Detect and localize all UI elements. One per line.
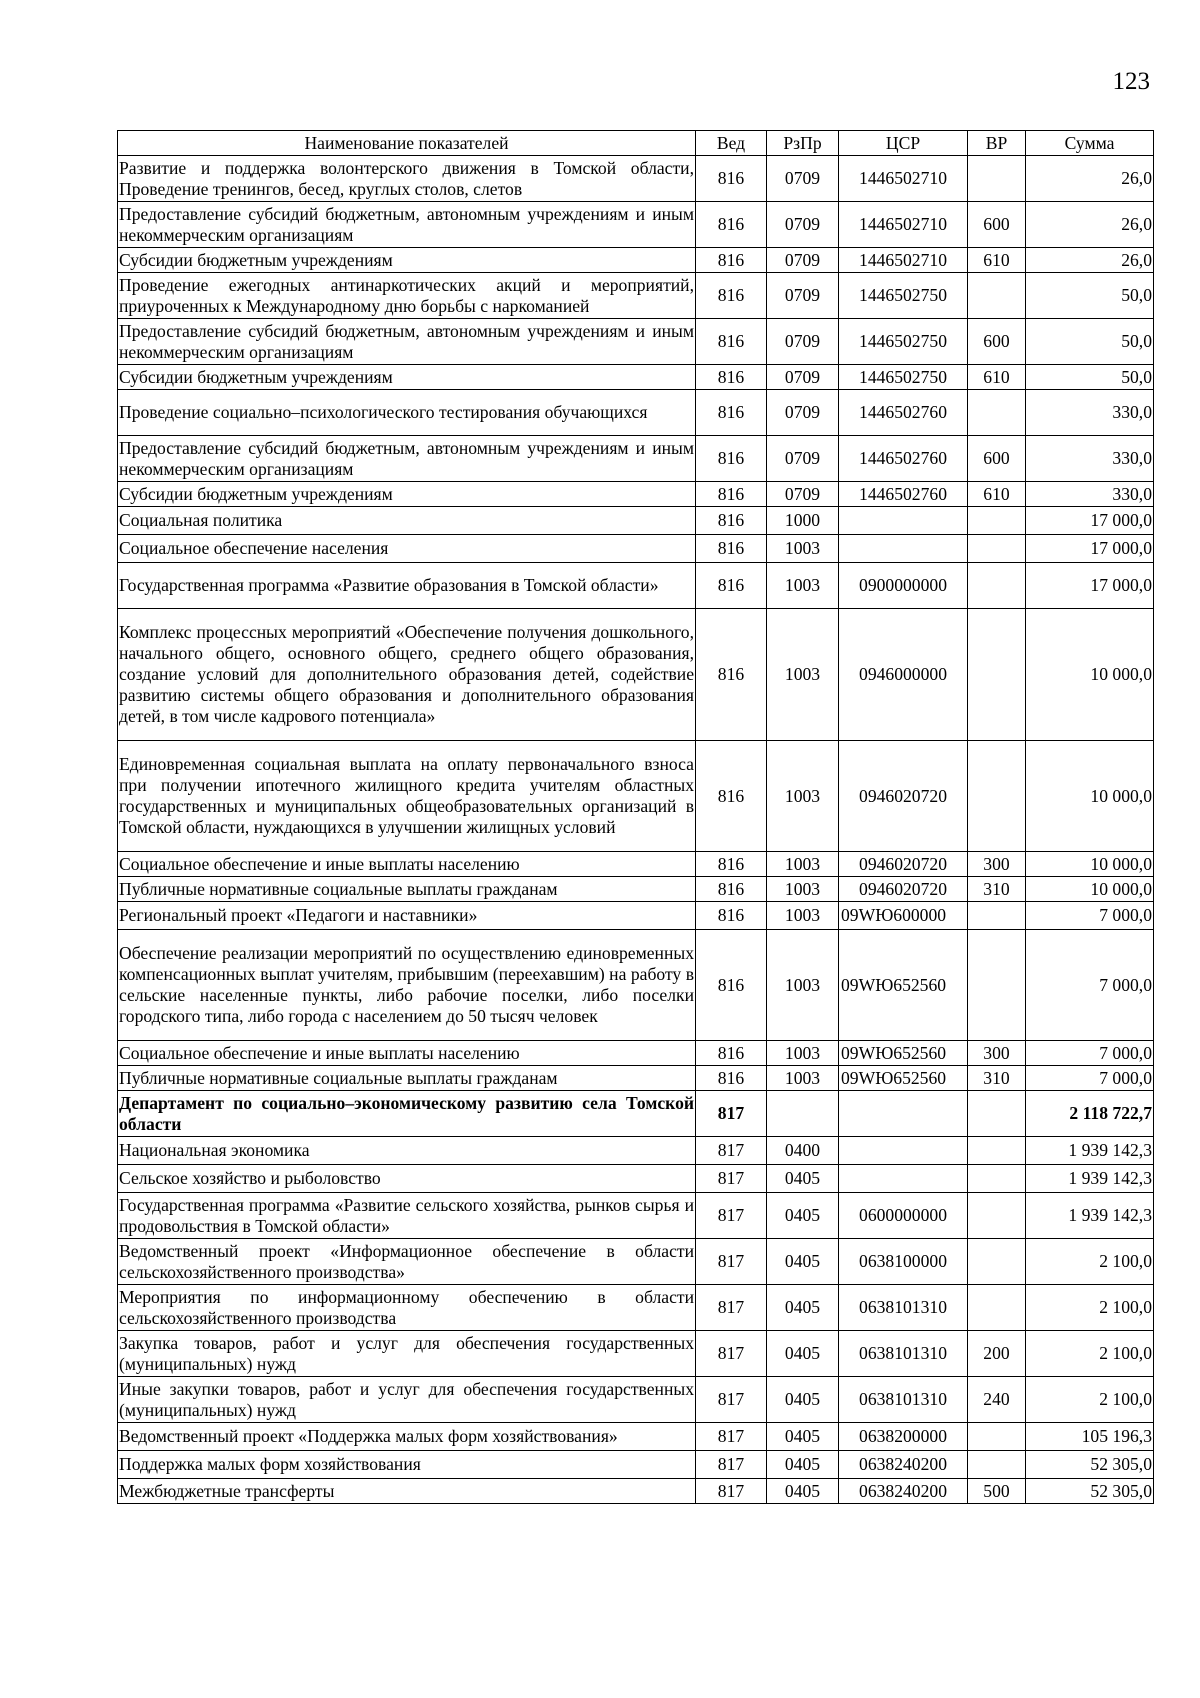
cell-ved: 816 <box>696 482 767 507</box>
cell-ved: 816 <box>696 535 767 563</box>
cell-ved: 816 <box>696 852 767 877</box>
cell-ved: 816 <box>696 1041 767 1066</box>
cell-ved: 817 <box>696 1451 767 1479</box>
cell-csr: 0946020720 <box>839 877 968 902</box>
cell-csr: 0946020720 <box>839 741 968 852</box>
cell-rzpr: 0709 <box>767 202 839 248</box>
cell-sum: 50,0 <box>1026 365 1154 390</box>
cell-sum: 10 000,0 <box>1026 877 1154 902</box>
cell-sum: 26,0 <box>1026 202 1154 248</box>
cell-csr <box>839 1165 968 1193</box>
cell-sum: 2 100,0 <box>1026 1239 1154 1285</box>
cell-vr <box>968 1285 1026 1331</box>
cell-name: Субсидии бюджетным учреждениям <box>118 248 696 273</box>
cell-name: Публичные нормативные социальные выплаты гражданам <box>118 1066 696 1091</box>
cell-name: Департамент по социально–экономическому развитию села Томской области <box>118 1091 696 1137</box>
cell-rzpr: 0405 <box>767 1239 839 1285</box>
table-row <box>118 156 1154 202</box>
cell-rzpr: 0405 <box>767 1423 839 1451</box>
cell-ved: 816 <box>696 930 767 1041</box>
cell-csr: 0946000000 <box>839 609 968 741</box>
cell-vr <box>968 1165 1026 1193</box>
cell-ved: 816 <box>696 273 767 319</box>
cell-sum: 10 000,0 <box>1026 741 1154 852</box>
cell-csr: 0638240200 <box>839 1479 968 1504</box>
cell-vr <box>968 902 1026 930</box>
table-row <box>118 390 1154 436</box>
cell-rzpr: 0405 <box>767 1193 839 1239</box>
cell-rzpr: 1000 <box>767 507 839 535</box>
cell-name: Социальное обеспечение и иные выплаты населению <box>118 1041 696 1066</box>
cell-rzpr: 0400 <box>767 1137 839 1165</box>
cell-rzpr: 1003 <box>767 1066 839 1091</box>
cell-name: Ведомственный проект «Поддержка малых форм хозяйствования» <box>118 1423 696 1451</box>
cell-name: Предоставление субсидий бюджетным, автономным учреждениям и иным некоммерческим организациям <box>118 202 696 248</box>
cell-vr <box>968 535 1026 563</box>
cell-csr: 09WЮ652560 <box>839 1041 968 1066</box>
cell-name: Поддержка малых форм хозяйствования <box>118 1451 696 1479</box>
cell-name: Закупка товаров, работ и услуг для обеспечения государственных (муниципальных) нужд <box>118 1331 696 1377</box>
cell-vr <box>968 563 1026 609</box>
cell-vr: 310 <box>968 877 1026 902</box>
cell-rzpr: 0405 <box>767 1285 839 1331</box>
cell-sum: 1 939 142,3 <box>1026 1165 1154 1193</box>
cell-name: Комплекс процессных мероприятий «Обеспечение получения дошкольного, начального общего, основного общего, среднего общего образования, создание условий для дополнительного образования детей, содействие развитию системы общего образования и дополнительного образования детей, в том числе кадрового потенциала» <box>118 609 696 741</box>
cell-vr <box>968 609 1026 741</box>
cell-csr <box>839 507 968 535</box>
cell-csr: 1446502710 <box>839 202 968 248</box>
cell-sum: 330,0 <box>1026 436 1154 482</box>
table-row <box>118 507 1154 535</box>
cell-rzpr: 0405 <box>767 1479 839 1504</box>
cell-ved: 817 <box>696 1423 767 1451</box>
cell-name: Развитие и поддержка волонтерского движения в Томской области, Проведение тренингов, бесед, круглых столов, слетов <box>118 156 696 202</box>
table-header-row <box>118 131 1154 156</box>
table-row <box>118 609 1154 741</box>
cell-rzpr: 0709 <box>767 273 839 319</box>
cell-rzpr: 1003 <box>767 877 839 902</box>
cell-vr <box>968 1239 1026 1285</box>
table-row <box>118 1285 1154 1331</box>
cell-name: Предоставление субсидий бюджетным, автономным учреждениям и иным некоммерческим организациям <box>118 319 696 365</box>
table-row <box>118 482 1154 507</box>
cell-vr: 300 <box>968 852 1026 877</box>
cell-vr: 310 <box>968 1066 1026 1091</box>
cell-vr <box>968 390 1026 436</box>
cell-rzpr: 1003 <box>767 609 839 741</box>
cell-ved: 816 <box>696 877 767 902</box>
cell-csr: 09WЮ600000 <box>839 902 968 930</box>
cell-csr: 0600000000 <box>839 1193 968 1239</box>
cell-csr: 0900000000 <box>839 563 968 609</box>
cell-vr: 600 <box>968 319 1026 365</box>
cell-csr <box>839 1091 968 1137</box>
cell-name: Единовременная социальная выплата на оплату первоначального взноса при получении ипотечного жилищного кредита учителям областных государственных и муниципальных общеобразовательных организаций в Томской области, нуждающихся в улучшении жилищных условий <box>118 741 696 852</box>
header-csr: ЦСР <box>839 131 968 156</box>
cell-ved: 817 <box>696 1331 767 1377</box>
cell-name: Сельское хозяйство и рыболовство <box>118 1165 696 1193</box>
table-row <box>118 1377 1154 1423</box>
cell-vr <box>968 1193 1026 1239</box>
cell-vr <box>968 507 1026 535</box>
table-row <box>118 319 1154 365</box>
cell-csr: 0638101310 <box>839 1285 968 1331</box>
table-row <box>118 902 1154 930</box>
table-row <box>118 1137 1154 1165</box>
cell-ved: 816 <box>696 902 767 930</box>
cell-vr: 500 <box>968 1479 1026 1504</box>
cell-name: Субсидии бюджетным учреждениям <box>118 482 696 507</box>
header-name: Наименование показателей <box>118 131 696 156</box>
cell-csr: 0638100000 <box>839 1239 968 1285</box>
cell-vr: 610 <box>968 482 1026 507</box>
cell-sum: 7 000,0 <box>1026 930 1154 1041</box>
cell-ved: 817 <box>696 1239 767 1285</box>
table-row <box>118 1239 1154 1285</box>
cell-vr <box>968 273 1026 319</box>
cell-name: Предоставление субсидий бюджетным, автономным учреждениям и иным некоммерческим организациям <box>118 436 696 482</box>
table-row <box>118 1165 1154 1193</box>
cell-sum: 26,0 <box>1026 156 1154 202</box>
cell-csr: 1446502760 <box>839 482 968 507</box>
cell-sum: 17 000,0 <box>1026 563 1154 609</box>
cell-sum: 17 000,0 <box>1026 535 1154 563</box>
page-number: 123 <box>1112 68 1150 95</box>
cell-vr: 200 <box>968 1331 1026 1377</box>
cell-sum: 52 305,0 <box>1026 1451 1154 1479</box>
cell-csr: 1446502760 <box>839 436 968 482</box>
cell-sum: 10 000,0 <box>1026 609 1154 741</box>
cell-rzpr: 0405 <box>767 1331 839 1377</box>
cell-vr: 610 <box>968 365 1026 390</box>
cell-name: Национальная экономика <box>118 1137 696 1165</box>
table-row <box>118 1041 1154 1066</box>
cell-csr: 0638200000 <box>839 1423 968 1451</box>
cell-sum: 50,0 <box>1026 273 1154 319</box>
cell-rzpr: 0709 <box>767 365 839 390</box>
cell-ved: 816 <box>696 1066 767 1091</box>
table-row <box>118 365 1154 390</box>
cell-rzpr: 0709 <box>767 436 839 482</box>
cell-csr: 1446502760 <box>839 390 968 436</box>
cell-vr <box>968 930 1026 1041</box>
cell-rzpr: 1003 <box>767 902 839 930</box>
cell-rzpr: 1003 <box>767 535 839 563</box>
budget-table <box>117 130 1154 1504</box>
cell-rzpr <box>767 1091 839 1137</box>
cell-rzpr: 0709 <box>767 248 839 273</box>
cell-ved: 816 <box>696 390 767 436</box>
cell-csr: 0638240200 <box>839 1451 968 1479</box>
table-body <box>118 156 1154 1504</box>
table-row <box>118 1193 1154 1239</box>
cell-name: Социальное обеспечение и иные выплаты населению <box>118 852 696 877</box>
cell-name: Социальная политика <box>118 507 696 535</box>
cell-ved: 816 <box>696 156 767 202</box>
table-row <box>118 852 1154 877</box>
cell-csr: 1446502750 <box>839 273 968 319</box>
cell-ved: 817 <box>696 1165 767 1193</box>
cell-rzpr: 1003 <box>767 930 839 1041</box>
cell-vr: 610 <box>968 248 1026 273</box>
cell-csr <box>839 1137 968 1165</box>
table-row <box>118 436 1154 482</box>
cell-ved: 817 <box>696 1091 767 1137</box>
cell-sum: 105 196,3 <box>1026 1423 1154 1451</box>
cell-rzpr: 0405 <box>767 1451 839 1479</box>
cell-sum: 1 939 142,3 <box>1026 1193 1154 1239</box>
table-row <box>118 563 1154 609</box>
cell-rzpr: 0709 <box>767 156 839 202</box>
table-row <box>118 1331 1154 1377</box>
cell-sum: 7 000,0 <box>1026 1066 1154 1091</box>
table-row <box>118 1451 1154 1479</box>
cell-name: Проведение социально–психологического тестирования обучающихся <box>118 390 696 436</box>
cell-csr <box>839 535 968 563</box>
header-rzpr: РзПр <box>767 131 839 156</box>
header-vr: ВР <box>968 131 1026 156</box>
cell-rzpr: 1003 <box>767 563 839 609</box>
cell-csr: 1446502710 <box>839 156 968 202</box>
cell-sum: 17 000,0 <box>1026 507 1154 535</box>
cell-ved: 817 <box>696 1285 767 1331</box>
cell-rzpr: 0709 <box>767 390 839 436</box>
cell-vr <box>968 1423 1026 1451</box>
cell-ved: 816 <box>696 436 767 482</box>
table-row <box>118 535 1154 563</box>
cell-sum: 330,0 <box>1026 390 1154 436</box>
cell-sum: 10 000,0 <box>1026 852 1154 877</box>
cell-ved: 816 <box>696 365 767 390</box>
cell-name: Иные закупки товаров, работ и услуг для обеспечения государственных (муниципальных) нужд <box>118 1377 696 1423</box>
table-row <box>118 877 1154 902</box>
cell-vr <box>968 1091 1026 1137</box>
cell-csr: 1446502750 <box>839 319 968 365</box>
cell-sum: 52 305,0 <box>1026 1479 1154 1504</box>
cell-rzpr: 0405 <box>767 1377 839 1423</box>
cell-name: Региональный проект «Педагоги и наставники» <box>118 902 696 930</box>
cell-ved: 817 <box>696 1479 767 1504</box>
cell-name: Социальное обеспечение населения <box>118 535 696 563</box>
header-sum: Сумма <box>1026 131 1154 156</box>
table-row <box>118 741 1154 852</box>
header-ved: Вед <box>696 131 767 156</box>
table-row <box>118 202 1154 248</box>
cell-vr: 240 <box>968 1377 1026 1423</box>
cell-csr: 0638101310 <box>839 1331 968 1377</box>
cell-vr: 600 <box>968 202 1026 248</box>
cell-name: Публичные нормативные социальные выплаты гражданам <box>118 877 696 902</box>
cell-name: Государственная программа «Развитие сельского хозяйства, рынков сырья и продовольствия в Томской области» <box>118 1193 696 1239</box>
table-row <box>118 1423 1154 1451</box>
cell-name: Межбюджетные трансферты <box>118 1479 696 1504</box>
cell-csr: 0946020720 <box>839 852 968 877</box>
cell-vr: 300 <box>968 1041 1026 1066</box>
cell-ved: 816 <box>696 507 767 535</box>
cell-ved: 816 <box>696 741 767 852</box>
cell-name: Проведение ежегодных антинаркотических акций и мероприятий, приуроченных к Международному дню борьбы с наркоманией <box>118 273 696 319</box>
cell-sum: 2 118 722,7 <box>1026 1091 1154 1137</box>
table-row <box>118 1091 1154 1137</box>
cell-vr: 600 <box>968 436 1026 482</box>
cell-sum: 2 100,0 <box>1026 1285 1154 1331</box>
table-row <box>118 930 1154 1041</box>
cell-ved: 816 <box>696 319 767 365</box>
cell-ved: 817 <box>696 1193 767 1239</box>
cell-ved: 817 <box>696 1377 767 1423</box>
cell-name: Мероприятия по информационному обеспечению в области сельскохозяйственного производства <box>118 1285 696 1331</box>
cell-vr <box>968 1451 1026 1479</box>
cell-name: Ведомственный проект «Информационное обеспечение в области сельскохозяйственного производства» <box>118 1239 696 1285</box>
cell-rzpr: 0709 <box>767 482 839 507</box>
cell-sum: 2 100,0 <box>1026 1377 1154 1423</box>
table-row <box>118 273 1154 319</box>
cell-sum: 7 000,0 <box>1026 1041 1154 1066</box>
cell-ved: 816 <box>696 248 767 273</box>
cell-name: Обеспечение реализации мероприятий по осуществлению единовременных компенсационных выплат учителям, прибывшим (переехавшим) на работу в сельские населенные пункты, либо рабочие поселки, либо поселки городского типа, либо города с населением до 50 тысяч человек <box>118 930 696 1041</box>
cell-sum: 7 000,0 <box>1026 902 1154 930</box>
cell-ved: 816 <box>696 609 767 741</box>
cell-sum: 1 939 142,3 <box>1026 1137 1154 1165</box>
table-row <box>118 248 1154 273</box>
cell-ved: 816 <box>696 563 767 609</box>
table-row <box>118 1479 1154 1504</box>
cell-ved: 816 <box>696 202 767 248</box>
cell-csr: 09WЮ652560 <box>839 1066 968 1091</box>
cell-csr: 1446502750 <box>839 365 968 390</box>
cell-sum: 330,0 <box>1026 482 1154 507</box>
cell-rzpr: 1003 <box>767 741 839 852</box>
cell-rzpr: 0709 <box>767 319 839 365</box>
cell-vr <box>968 741 1026 852</box>
cell-rzpr: 0405 <box>767 1165 839 1193</box>
cell-ved: 817 <box>696 1137 767 1165</box>
cell-name: Субсидии бюджетным учреждениям <box>118 365 696 390</box>
cell-name: Государственная программа «Развитие образования в Томской области» <box>118 563 696 609</box>
table-row <box>118 1066 1154 1091</box>
cell-csr: 1446502710 <box>839 248 968 273</box>
cell-csr: 09WЮ652560 <box>839 930 968 1041</box>
cell-csr: 0638101310 <box>839 1377 968 1423</box>
cell-vr <box>968 1137 1026 1165</box>
cell-sum: 26,0 <box>1026 248 1154 273</box>
cell-sum: 50,0 <box>1026 319 1154 365</box>
cell-sum: 2 100,0 <box>1026 1331 1154 1377</box>
cell-vr <box>968 156 1026 202</box>
cell-rzpr: 1003 <box>767 1041 839 1066</box>
cell-rzpr: 1003 <box>767 852 839 877</box>
